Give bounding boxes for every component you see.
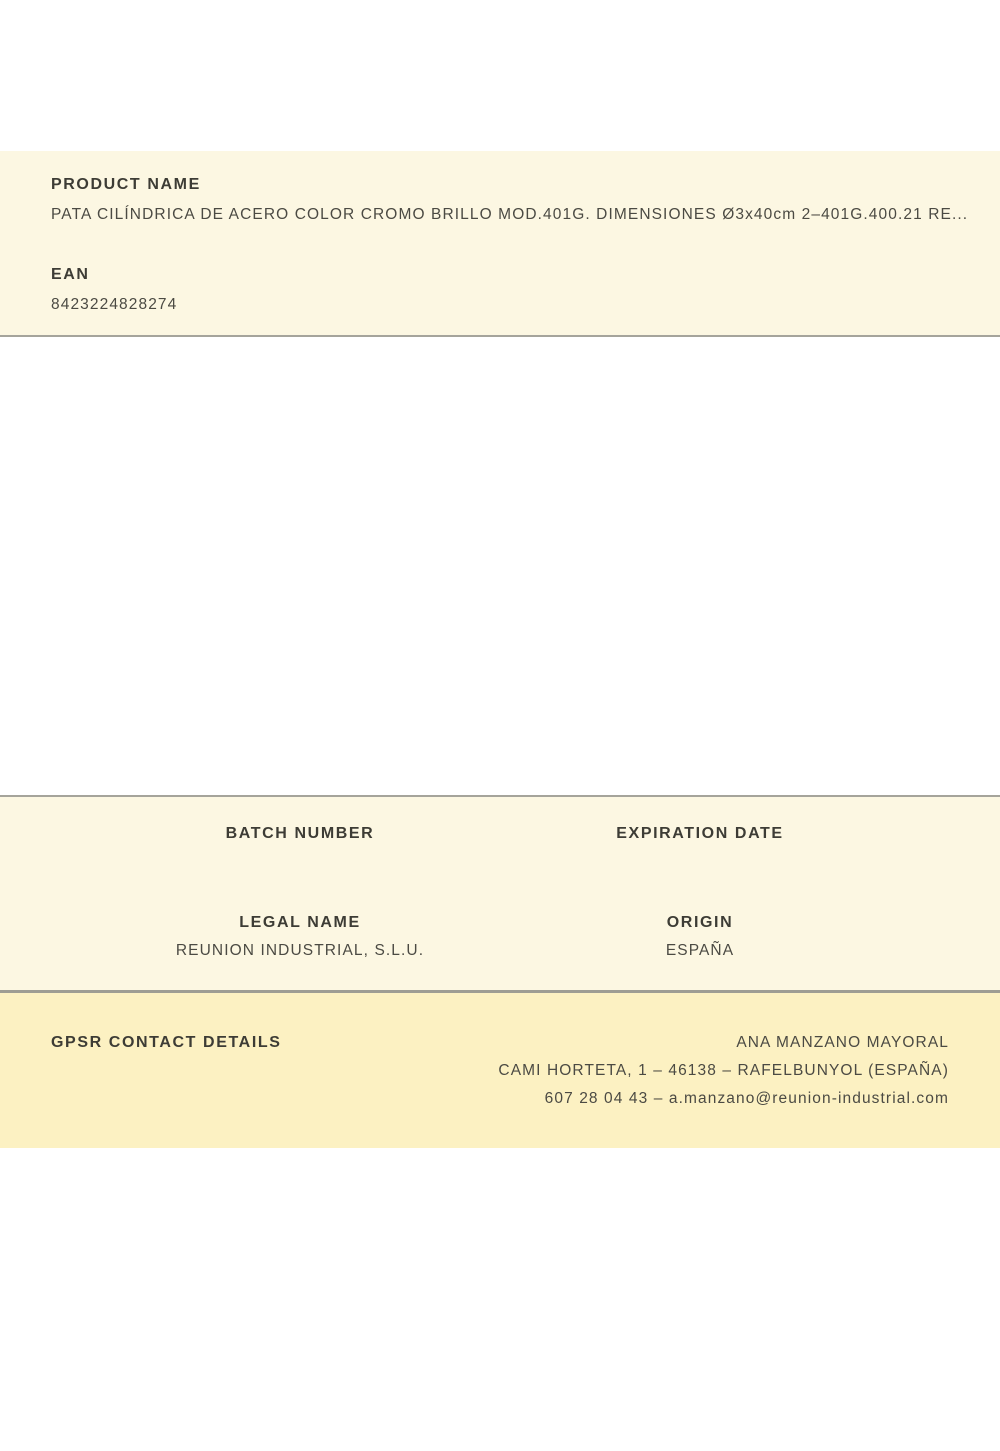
origin-cell: [500, 915, 900, 959]
batch-expiration-row: [100, 826, 900, 842]
ean-value: 8423224828274: [51, 296, 178, 313]
batch-number-label: BATCH NUMBER: [225, 825, 375, 842]
gpsr-contact-section: [0, 993, 1000, 1148]
legal-origin-row: [100, 915, 900, 959]
ean-label: EAN: [51, 266, 90, 283]
origin-value: ESPAÑA: [665, 942, 735, 959]
gpsr-contact-block: [498, 1029, 949, 1113]
batch-number-cell: [100, 826, 500, 842]
origin-label: ORIGIN: [666, 914, 734, 931]
expiration-date-label: EXPIRATION DATE: [616, 825, 784, 842]
product-identity-section: [0, 151, 1000, 337]
expiration-date-cell: [500, 826, 900, 842]
gpsr-contact-label: GPSR CONTACT DETAILS: [51, 1034, 282, 1051]
product-name-label: PRODUCT NAME: [51, 176, 201, 193]
legal-name-label: LEGAL NAME: [239, 914, 361, 931]
gpsr-contact-phone-email: 607 28 04 43 – a.manzano@reunion-industrial.com: [544, 1090, 949, 1107]
gpsr-contact-address: CAMI HORTETA, 1 – 46138 – RAFELBUNYOL (ESPAÑA): [498, 1062, 949, 1079]
legal-name-value: REUNION INDUSTRIAL, S.L.U.: [175, 942, 425, 959]
gpsr-contact-name: ANA MANZANO MAYORAL: [736, 1034, 949, 1051]
product-name-value: PATA CILÍNDRICA DE ACERO COLOR CROMO BRILLO MOD.401G. DIMENSIONES Ø3x40cm 2–401G.400.21 RE...: [51, 206, 969, 223]
legal-name-cell: [100, 915, 500, 959]
product-info-page: [0, 151, 1000, 1148]
batch-legal-section: [0, 795, 1000, 993]
